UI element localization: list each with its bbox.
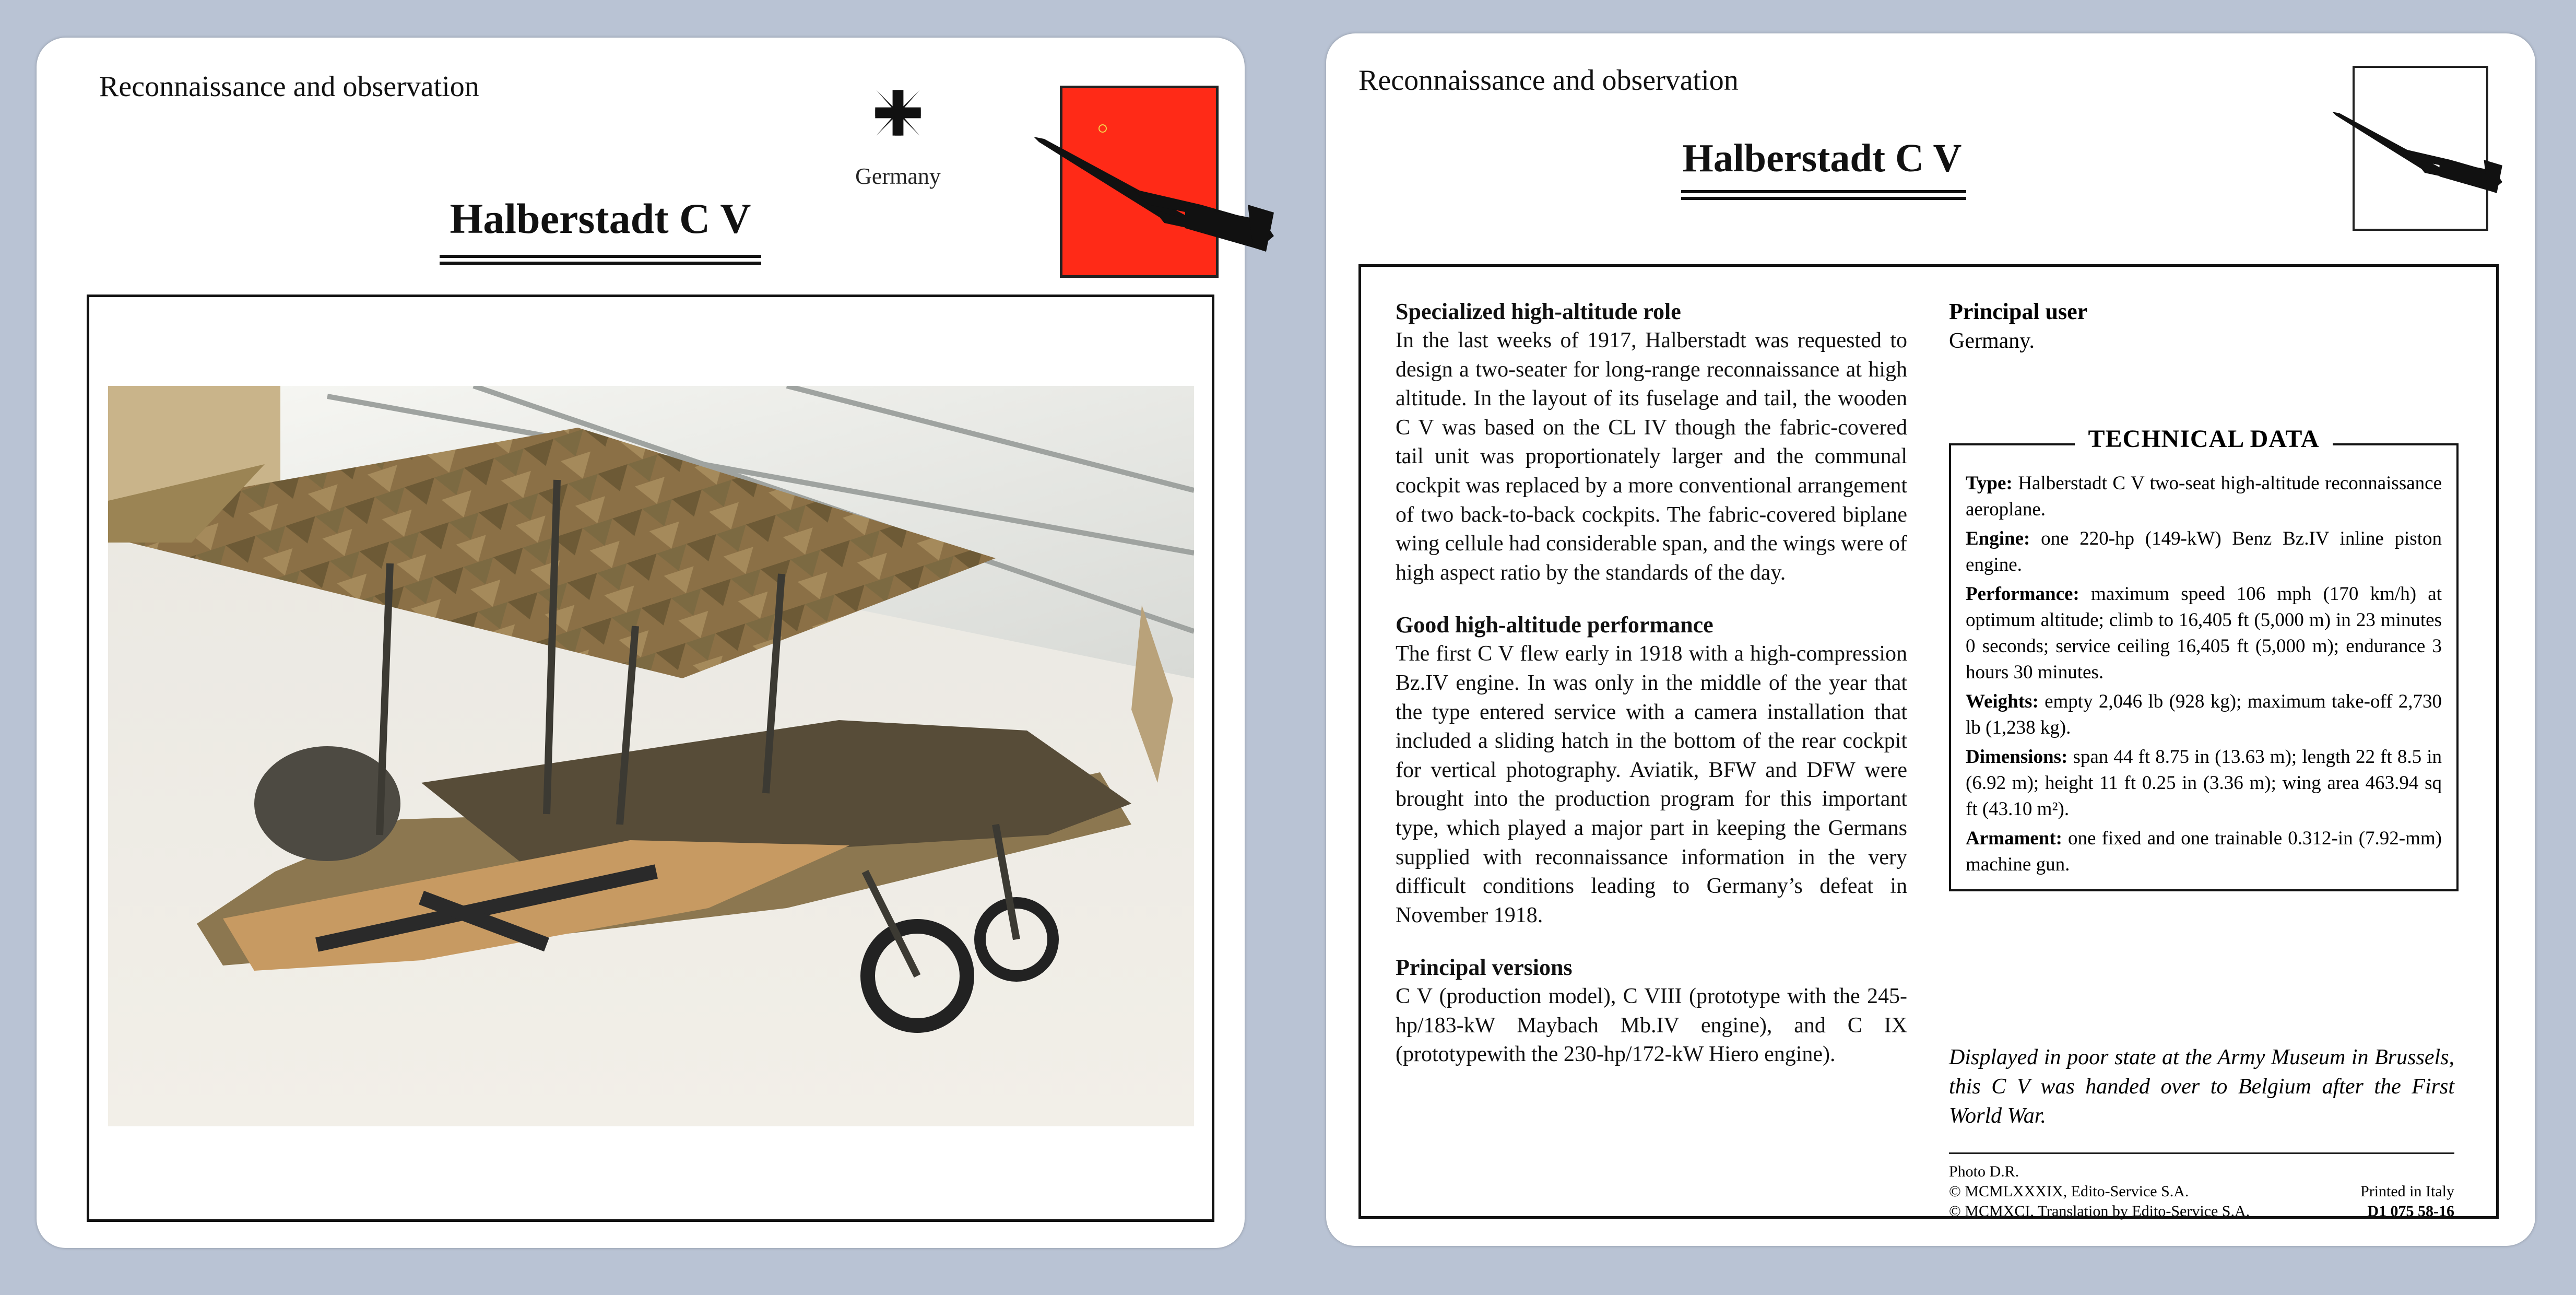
section-heading: Principal versions bbox=[1396, 955, 1573, 981]
tech-armament: Armament: one fixed and one trainable 0.312-in (7.92-mm) machine gun. bbox=[1966, 828, 2442, 875]
section-heading: Specialized high-altitude role bbox=[1396, 299, 1681, 324]
principal-user-heading: Principal user bbox=[1949, 299, 2088, 324]
tech-dimensions: Dimensions: span 44 ft 8.75 in (13.63 m); length 22 ft 8.5 in (6.92 m); height 11 ft 0.25 in (3.36 m); wing area 463.94 sq ft (43.10 m²). bbox=[1966, 746, 2442, 820]
history-column bbox=[1396, 297, 1907, 1092]
title-underline bbox=[440, 255, 761, 265]
printed-in-label: Printed in Italy bbox=[2360, 1183, 2454, 1200]
tech-engine: Engine: one 220-hp (149-kW) Benz Bz.IV inline piston engine. bbox=[1966, 528, 2442, 575]
photo-caption: Displayed in poor state at the Army Museum in Brussels, this C V was handed over to Belgium after the First World War. bbox=[1949, 1045, 2454, 1128]
jet-silhouette-icon bbox=[2329, 100, 2506, 205]
page-title: Halberstadt C V bbox=[1682, 136, 1962, 180]
tech-performance: Performance: maximum speed 106 mph (170 km/h) at optimum altitude; climb to 16,405 ft (5,000 m) in 23 minutes 0 seconds; service ceiling 16,405 ft (5,000 m); endurance 3 hours 30 minutes. bbox=[1966, 583, 2442, 683]
category-label: Reconnaissance and observation bbox=[1358, 64, 1739, 97]
copyright-line: © MCMLXXXIX, Edito-Service S.A. bbox=[1949, 1183, 2189, 1200]
photo-credit: Photo D.R. bbox=[1949, 1163, 2019, 1180]
technical-data-box bbox=[1949, 425, 2459, 891]
country-label: Germany bbox=[855, 163, 941, 189]
translation-copyright-line: © MCMXCI, Translation by Edito-Service S.A. bbox=[1949, 1203, 2250, 1220]
iron-cross-icon bbox=[871, 86, 925, 140]
section-role bbox=[1396, 297, 1907, 587]
section-heading: Good high-altitude performance bbox=[1396, 612, 1714, 638]
aircraft-photo bbox=[108, 386, 1194, 1126]
section-versions bbox=[1396, 953, 1907, 1069]
back-card bbox=[1326, 33, 2535, 1246]
section-text: The first C V flew early in 1918 with a high-compression Bz.IV engine. In was only in the middle of the year that the type entered service with a camera installation that included a sliding hatch in the bottom of the rear cockpit for vertical photography. Aviatik, BFW and DFW were brought into the production program for this important type, which played a major part in keeping the Germans supplied with reconnaissance information in the very difficult conditions leading to Germany’s defeat in November 1918. bbox=[1396, 642, 1907, 927]
category-label: Reconnaissance and observation bbox=[99, 70, 479, 103]
principal-user-text: Germany. bbox=[1949, 329, 2035, 353]
technical-data-heading: TECHNICAL DATA bbox=[2075, 425, 2333, 453]
jet-silhouette-icon bbox=[1029, 126, 1279, 262]
data-column bbox=[1949, 297, 2461, 1220]
credits-divider bbox=[1949, 1152, 2454, 1154]
section-performance bbox=[1396, 610, 1907, 930]
page-title: Halberstadt C V bbox=[450, 195, 751, 242]
front-card bbox=[37, 38, 1245, 1248]
content-frame bbox=[1358, 264, 2499, 1219]
tech-weights: Weights: empty 2,046 lb (928 kg); maximum take-off 2,730 lb (1,238 kg). bbox=[1966, 691, 2442, 738]
section-text: In the last weeks of 1917, Halberstadt was requested to design a two-seater for long-range reconnaissance at high altitude. In the layout of its fuselage and tail, the wooden C V was based on the CL IV though the fabric-covered tail unit was proportionately larger and the communal cockpit was replaced by a more conventional arrangement of two back-to-back cockpits. The fabric-covered biplane wing cellule had considerable span, and the wings were of high aspect ratio by the standards of the day. bbox=[1396, 328, 1907, 585]
section-text: C V (production model), C VIII (prototype with the 245-hp/183-kW Maybach Mb.IV engine), and C IX (prototypewith the 230-hp/172-kW Hiero engine). bbox=[1396, 984, 1907, 1067]
tech-type: Type: Halberstadt C V two-seat high-altitude reconnaissance aeroplane. bbox=[1966, 473, 2442, 520]
photo-frame bbox=[87, 295, 1214, 1222]
badge-dot bbox=[1098, 124, 1107, 133]
card-code: D1 075 58-16 bbox=[2367, 1203, 2454, 1220]
title-underline bbox=[1681, 190, 1966, 200]
